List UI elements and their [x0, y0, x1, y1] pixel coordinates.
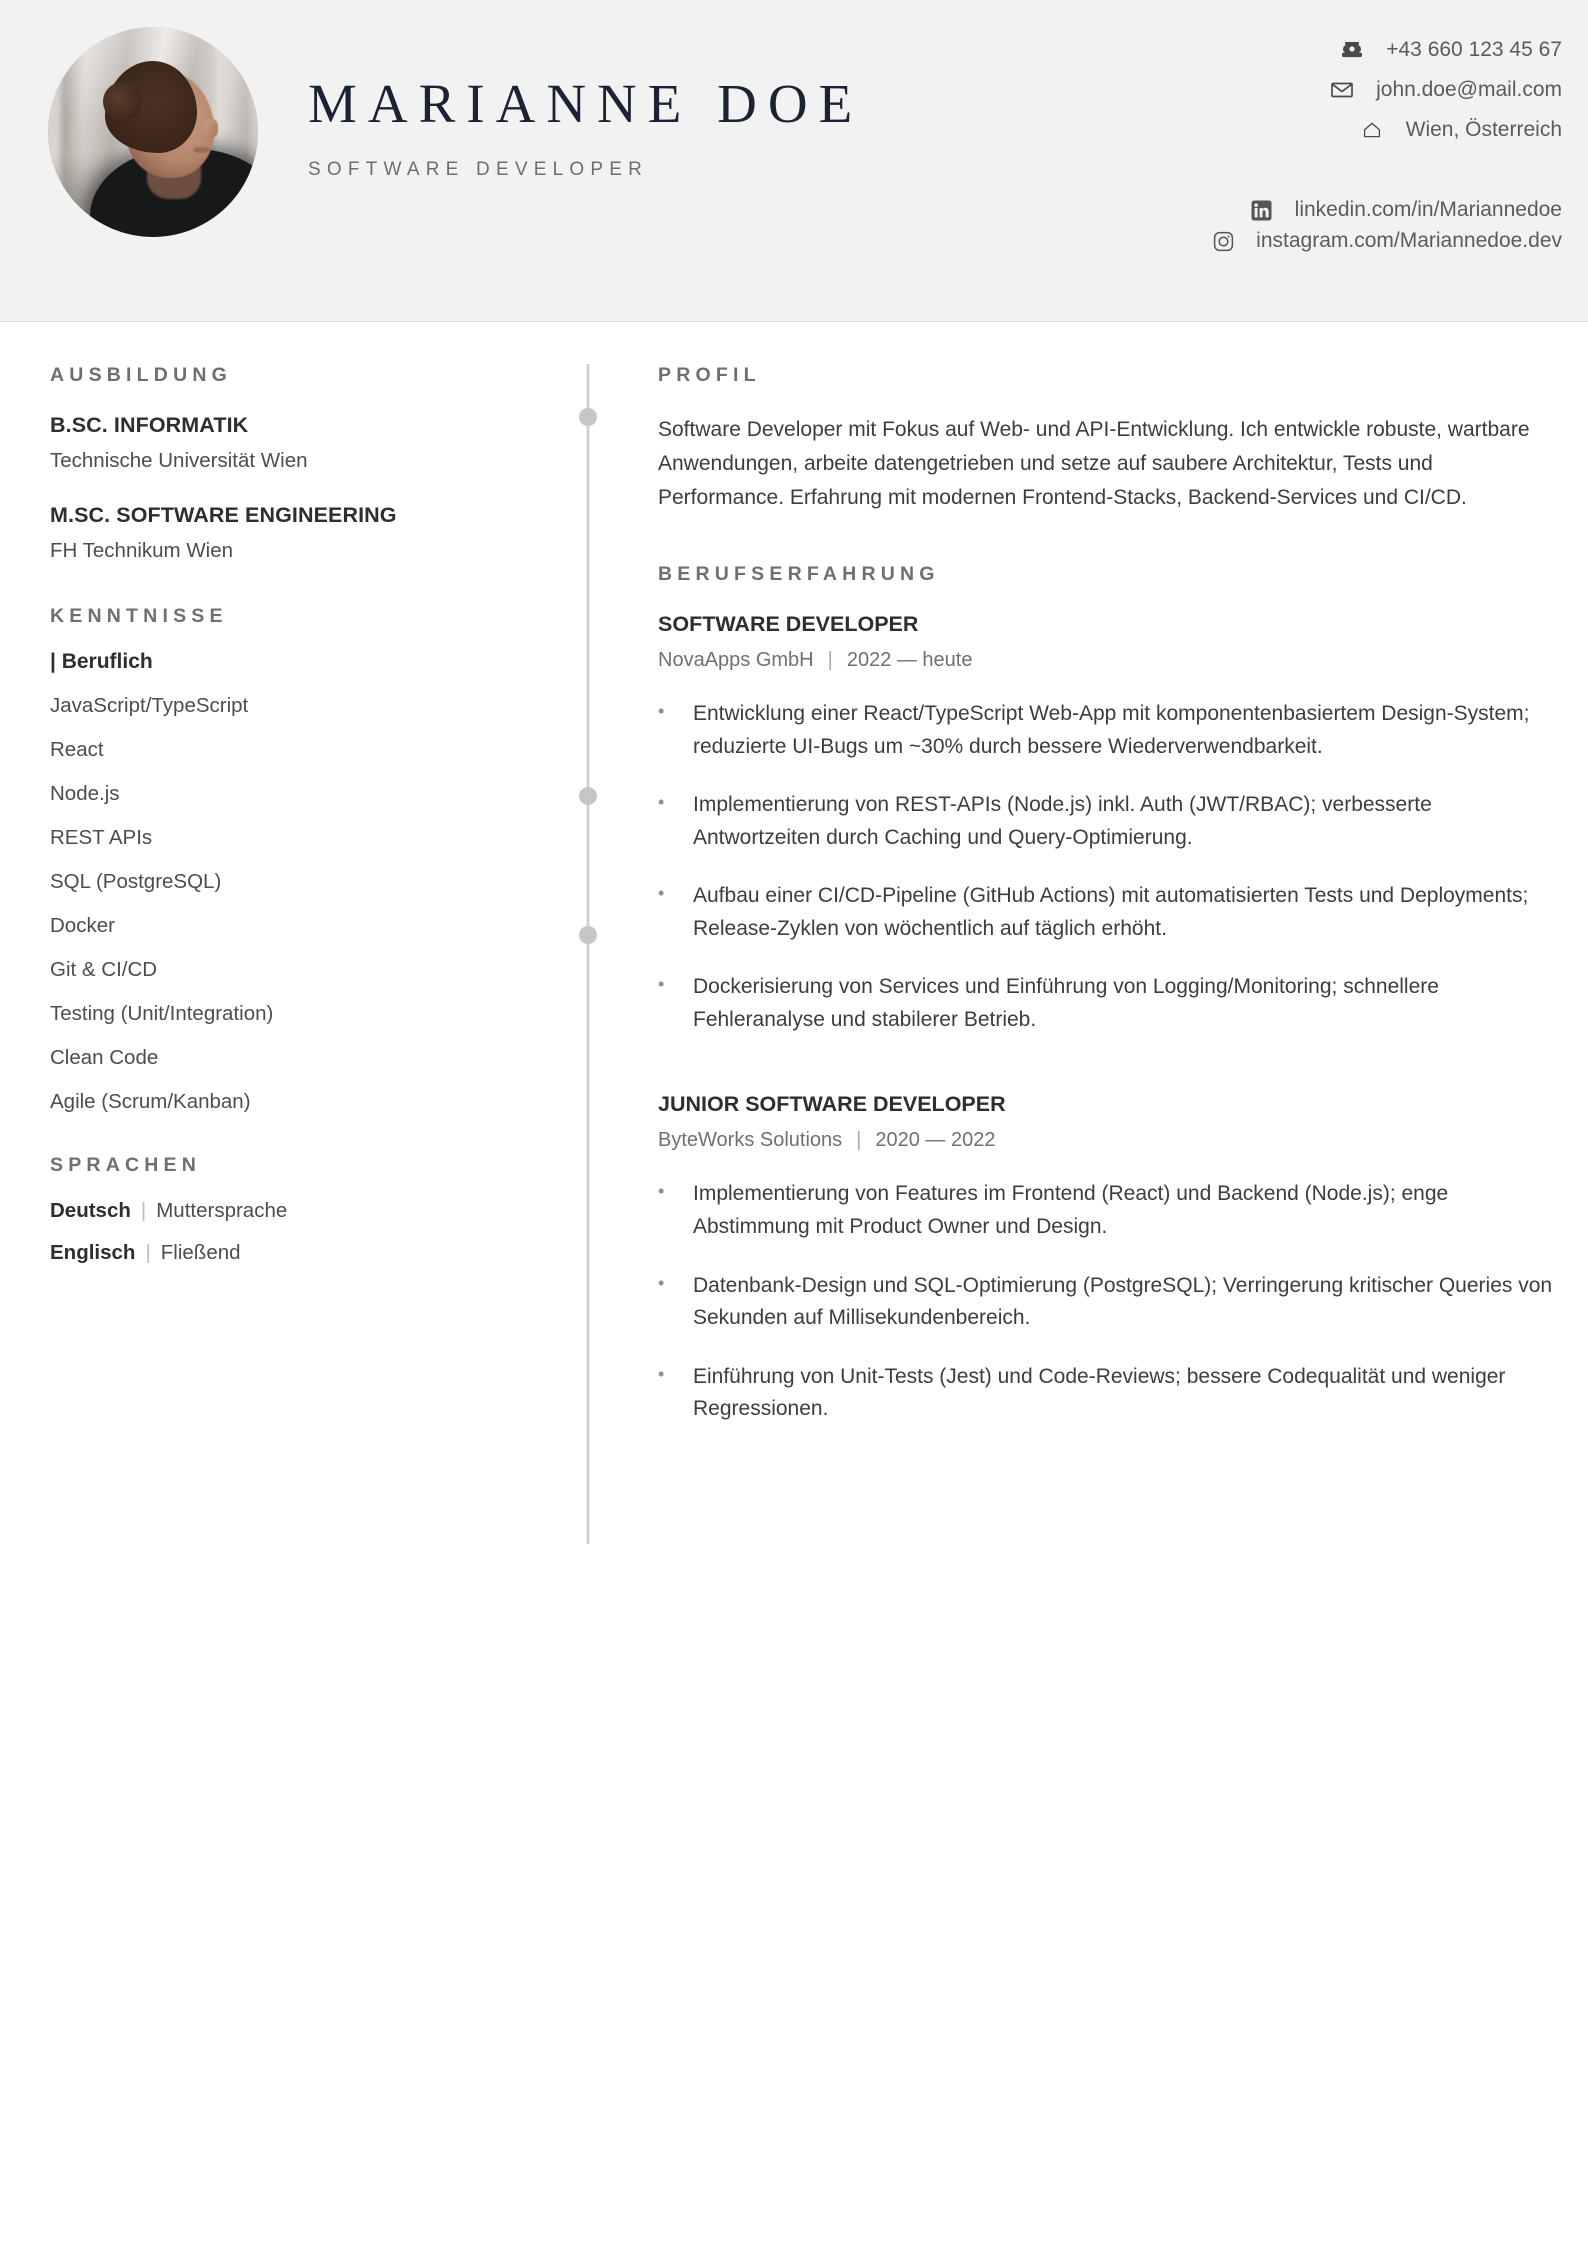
skill-item: Clean Code: [50, 1046, 159, 1069]
instagram-icon: [1212, 230, 1234, 252]
portrait-photo: [48, 27, 258, 237]
language-level: Muttersprache: [156, 1199, 288, 1222]
skill-item: JavaScript/TypeScript: [50, 694, 249, 717]
bullet-text: Datenbank-Design und SQL-Optimierung (PostgreSQL); Verringerung kritischer Queries von Sekunden auf Millisekundenbereich.: [693, 1273, 1553, 1330]
language-name: Deutsch: [50, 1199, 131, 1222]
bullet-dot-icon: •: [658, 792, 665, 813]
meta-separator: |: [856, 1129, 862, 1152]
skill-item: Testing (Unit/Integration): [50, 1002, 274, 1025]
bullet-text: Entwicklung einer React/TypeScript Web-App mit komponentenbasiertem Design-System; reduzierte UI-Bugs um ~30% durch bessere Wiederverwendbarkeit.: [693, 702, 1530, 758]
social-list: [1212, 198, 1562, 260]
contact-phone[interactable]: [1330, 38, 1562, 62]
skill-item: React: [50, 738, 104, 761]
experience-bullets: [658, 1178, 1558, 1425]
resume-body: [0, 322, 1588, 1452]
experience-company: NovaApps GmbH: [658, 649, 814, 672]
timeline-divider: [560, 364, 616, 1452]
bullet-item: [658, 1178, 1558, 1243]
language-item: [50, 1199, 520, 1223]
bullet-text: Dockerisierung von Services und Einführung von Logging/Monitoring; schnellere Fehleranalyse und stabilerer Betrieb.: [693, 975, 1439, 1031]
experience-job-title: SOFTWARE DEVELOPER: [658, 612, 919, 637]
bullet-dot-icon: •: [658, 1272, 665, 1293]
language-item: [50, 1241, 520, 1265]
bullet-dot-icon: •: [658, 1363, 665, 1384]
bullet-item: [658, 1361, 1558, 1426]
job-role-subtitle: SOFTWARE DEVELOPER: [308, 159, 648, 180]
education-school: FH Technikum Wien: [50, 539, 234, 562]
bullet-text: Aufbau einer CI/CD-Pipeline (GitHub Actions) mit automatisierten Tests und Deployments; Release-Zyklen von wöchentlich auf täglich erhöht.: [693, 884, 1529, 940]
identity-block: [308, 73, 864, 181]
bullet-text: Implementierung von Features im Frontend (React) und Backend (Node.js); enge Abstimmung mit Product Owner und Design.: [693, 1182, 1449, 1238]
experience-job-meta: [658, 1129, 1558, 1152]
education-item: [50, 503, 520, 563]
experience-company: ByteWorks Solutions: [658, 1129, 843, 1152]
language-level: Fließend: [160, 1241, 241, 1264]
skill-item: Agile (Scrum/Kanban): [50, 1090, 251, 1113]
bullet-item: [658, 789, 1558, 854]
experience-period: 2022 — heute: [846, 649, 973, 672]
linkedin-icon: [1251, 199, 1273, 221]
social-linkedin[interactable]: [1212, 198, 1562, 222]
avatar: [48, 27, 258, 237]
timeline-dot: [579, 926, 597, 944]
language-name: Englisch: [50, 1241, 136, 1264]
envelope-icon: [1330, 79, 1354, 101]
social-instagram-value: instagram.com/Mariannedoe.dev: [1256, 229, 1562, 252]
skill-item: Git & CI/CD: [50, 958, 158, 981]
skill-item: Node.js: [50, 782, 120, 805]
education-degree: B.SC. INFORMATIK: [50, 413, 249, 437]
skill-item: SQL (PostgreSQL): [50, 870, 222, 893]
main-column: [616, 364, 1588, 1452]
contact-email-value: john.doe@mail.com: [1376, 78, 1562, 101]
contact-phone-value: +43 660 123 45 67: [1386, 38, 1562, 61]
section-title-profile: PROFIL: [658, 364, 761, 386]
education-item: [50, 413, 520, 473]
section-title-languages: SPRACHEN: [50, 1154, 202, 1176]
timeline-dot: [579, 787, 597, 805]
bullet-item: [658, 971, 1558, 1036]
contact-location: [1330, 118, 1562, 142]
experience-job-title: JUNIOR SOFTWARE DEVELOPER: [658, 1092, 1006, 1117]
bullet-dot-icon: •: [658, 883, 665, 904]
bullet-item: [658, 698, 1558, 763]
bullet-dot-icon: •: [658, 701, 665, 722]
contact-list: [1330, 38, 1562, 158]
phone-icon: [1340, 39, 1364, 61]
experience-bullets: [658, 698, 1558, 1036]
language-separator: |: [145, 1241, 151, 1264]
sidebar-column: [0, 364, 560, 1452]
profile-text: Software Developer mit Fokus auf Web- und API-Entwicklung. Ich entwickle robuste, wartbare Anwendungen, arbeite datengetrieben und setze auf saubere Architektur, Tests und Performance. Erfahrung mit modernen Frontend-Stacks, Backend-Services und CI/CD.: [658, 418, 1530, 510]
section-title-experience: BERUFSERFAHRUNG: [658, 563, 940, 586]
bullet-text: Implementierung von REST-APIs (Node.js) inkl. Auth (JWT/RBAC); verbesserte Antwortzeiten durch Caching und Query-Optimierung.: [693, 793, 1432, 849]
bullet-item: [658, 880, 1558, 945]
page-title: MARIANNE DOE: [308, 73, 864, 134]
timeline-line: [587, 364, 590, 1544]
section-title-education: AUSBILDUNG: [50, 364, 232, 386]
spacer: [658, 1062, 1558, 1092]
bullet-item: [658, 1270, 1558, 1335]
bullet-dot-icon: •: [658, 1181, 665, 1202]
contact-location-value: Wien, Österreich: [1405, 118, 1562, 141]
social-instagram[interactable]: [1212, 229, 1562, 253]
timeline-dot: [579, 408, 597, 426]
skills-group-label: | Beruflich: [50, 650, 153, 673]
section-title-skills: KENNTNISSE: [50, 605, 228, 627]
education-degree: M.SC. SOFTWARE ENGINEERING: [50, 503, 397, 527]
experience-item: [658, 612, 1558, 1036]
meta-separator: |: [827, 649, 833, 672]
bullet-dot-icon: •: [658, 974, 665, 995]
skill-item: Docker: [50, 914, 115, 937]
contact-email[interactable]: [1330, 78, 1562, 102]
experience-job-meta: [658, 649, 1558, 672]
home-icon: [1360, 119, 1384, 141]
education-school: Technische Universität Wien: [50, 449, 308, 472]
bullet-text: Einführung von Unit-Tests (Jest) und Code-Reviews; bessere Codequalität und weniger Regressionen.: [693, 1364, 1506, 1421]
language-separator: |: [140, 1199, 147, 1222]
skill-item: REST APIs: [50, 826, 153, 849]
social-linkedin-value: linkedin.com/in/Mariannedoe: [1294, 198, 1562, 221]
resume-header: [0, 0, 1588, 322]
experience-item: [658, 1092, 1558, 1425]
experience-period: 2020 — 2022: [875, 1129, 996, 1152]
